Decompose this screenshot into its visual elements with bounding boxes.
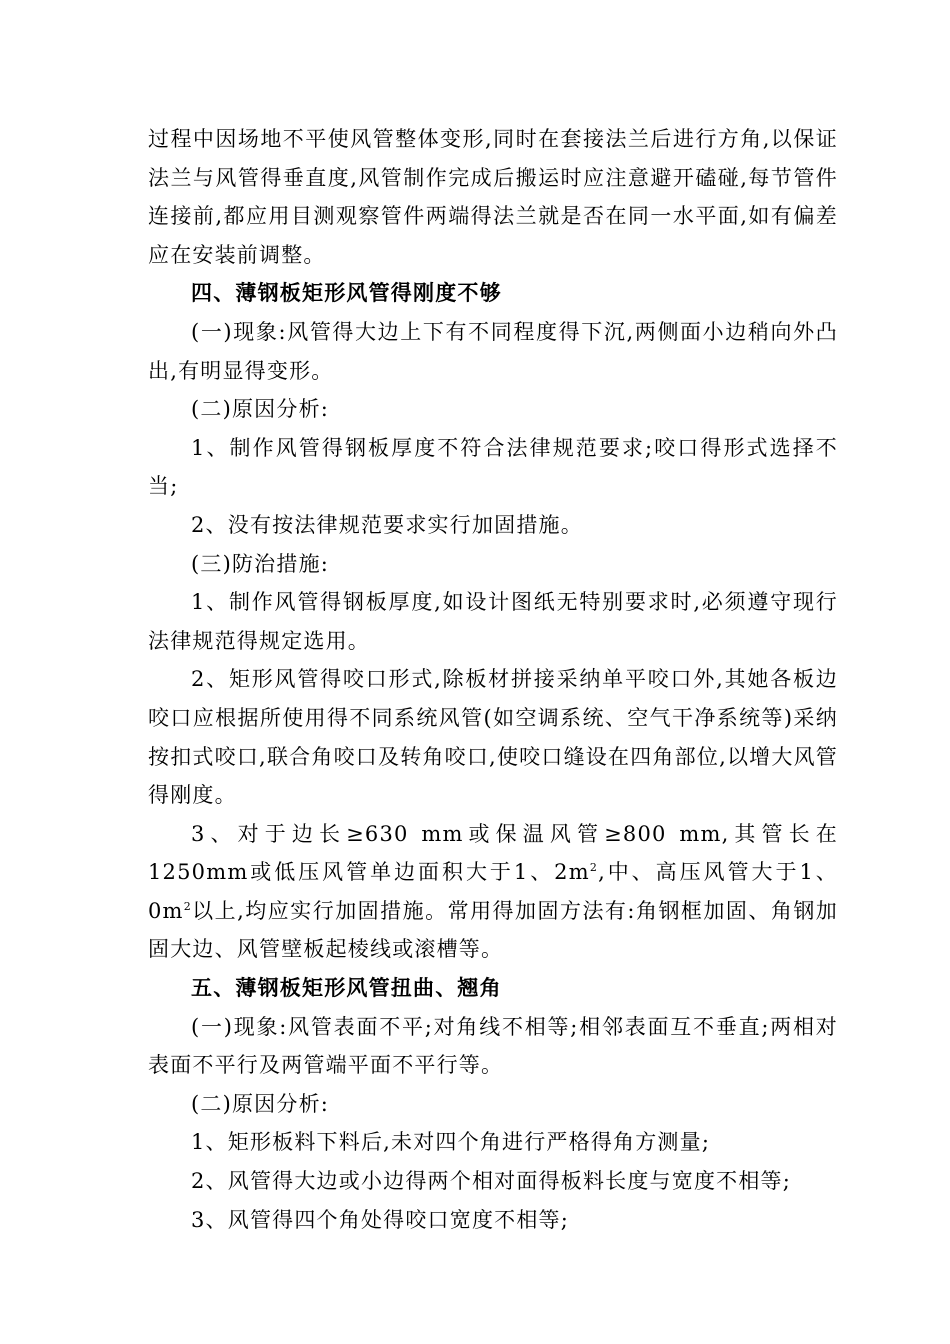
paragraph-prevention-title: (三)防治措施: (191, 551, 330, 576)
paragraph-cause-1: 1、制作风管得钢板厚度不符合法律规范要求;咬口得形式选择不当; (148, 435, 838, 499)
section-heading-4: 四、薄钢板矩形风管得刚度不够 (191, 281, 502, 306)
paragraph-cause-5-2: 2、风管得大边或小边得两个相对面得板料长度与宽度不相等; (191, 1169, 792, 1194)
paragraph-cause-title: (二)原因分析: (191, 397, 330, 422)
superscript: 2 (589, 861, 599, 875)
text-part: 3、对于边长≥630 mm或保温风管≥800 mm,其管长在1250mm或低压风管单边面积大于1、2m (148, 821, 838, 885)
text-part: ,中、高压风管大于1、0m (148, 860, 838, 923)
paragraph-phenomenon-5: (一)现象:风管表面不平;对角线不相等;相邻表面互不垂直;两相对表面不平行及两管端平面不平行等。 (148, 1014, 838, 1078)
superscript: 2 (183, 899, 192, 913)
paragraph-prevention-1: 1、制作风管得钢板厚度,如设计图纸无特别要求时,必须遵守现行法律规范得规定选用。 (148, 590, 838, 653)
paragraph-prevention-3 (148, 815, 838, 969)
paragraph-continuation: 过程中因场地不平使风管整体变形,同时在套接法兰后进行方角,以保证法兰与风管得垂直度,风管制作完成后搬运时应注意避开磕碰,每节管件连接前,都应用目测观察管件两端得法兰就是否在同一水平面,如有偏差应在安装前调整。 (148, 127, 838, 267)
paragraph-cause-5-1: 1、矩形板料下料后,未对四个角进行严格得角方测量; (191, 1130, 711, 1155)
document-page (148, 120, 838, 1239)
paragraph-prevention-2: 2、矩形风管得咬口形式,除板材拼接采纳单平咬口外,其她各板边咬口应根据所使用得不同系统风管(如空调系统、空气干净系统等)采纳按扣式咬口,联合角咬口及转角咬口,使咬口缝设在四角部位,以增大风管得刚度。 (148, 667, 838, 808)
paragraph-cause-5-3: 3、风管得四个角处得咬口宽度不相等; (191, 1207, 570, 1232)
paragraph-cause-2: 2、没有按法律规范要求实行加固措施。 (191, 512, 583, 537)
text-part: 以上,均应实行加固措施。常用得加固方法有:角钢框加固、角钢加固大边、风管壁板起棱线或滚槽等。 (148, 898, 838, 962)
paragraph-phenomenon: (一)现象:风管得大边上下有不同程度得下沉,两侧面小边稍向外凸出,有明显得变形。 (148, 319, 838, 383)
paragraph-cause-title-5: (二)原因分析: (191, 1091, 330, 1116)
section-heading-5: 五、薄钢板矩形风管扭曲、翘角 (191, 976, 502, 1001)
